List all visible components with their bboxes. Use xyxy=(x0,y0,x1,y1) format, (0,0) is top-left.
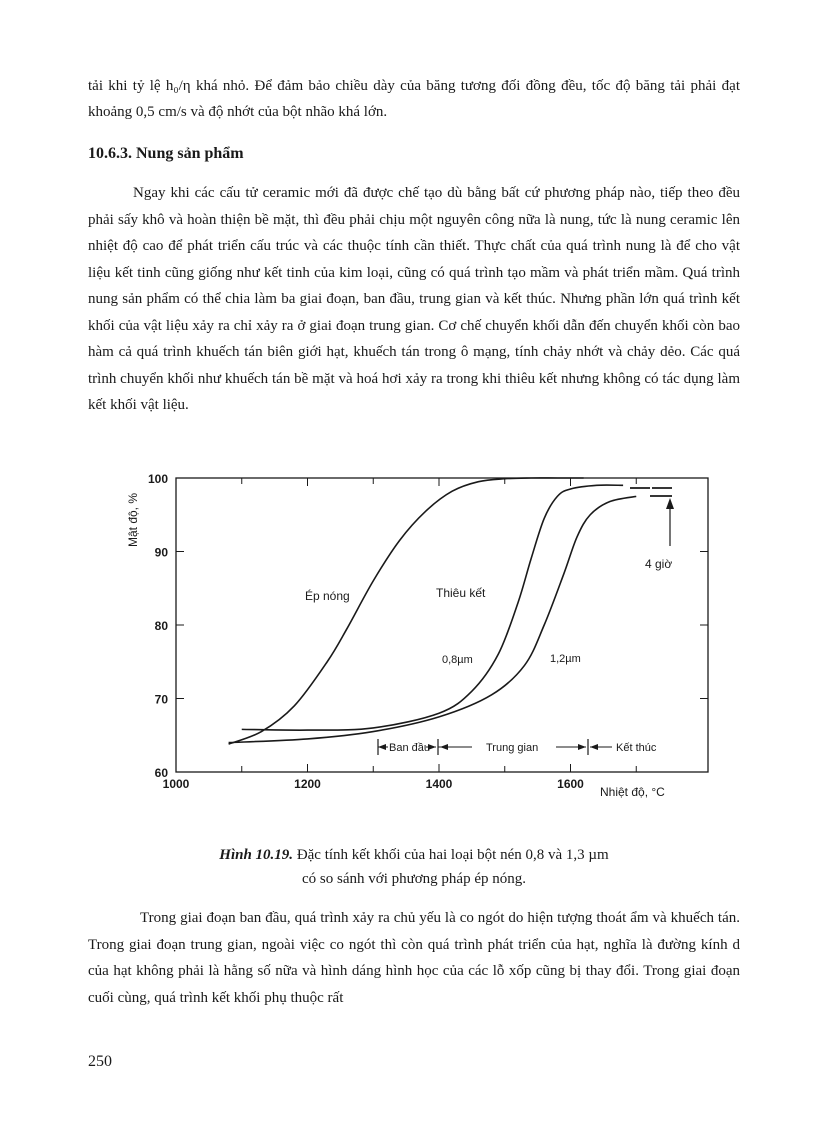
y-tick-label: 80 xyxy=(154,619,168,633)
curve-1-2um xyxy=(229,496,637,742)
caption-line-2: có so sánh với phương pháp ép nóng. xyxy=(302,871,526,887)
y-axis-label: Mật độ, % xyxy=(126,492,140,548)
y-tick-label: 90 xyxy=(154,545,168,560)
y-tick-label: 100 xyxy=(147,472,168,486)
x-tick-label: 1200 xyxy=(294,777,321,791)
plot-border xyxy=(176,478,708,772)
x-tick-label: 1000 xyxy=(162,777,190,791)
x-axis-label: Nhiệt độ, °C xyxy=(600,785,665,799)
label-0-8um: 0,8µm xyxy=(442,654,473,666)
body-paragraph-2: Trong giai đoạn ban đầu, quá trình xảy ra chủ yếu là co ngót do hiện tượng thoát ẩm và khuếch tán. Trong giai đoạn trung gian, ngoài việc co ngót thì còn quá trình phát triển của hạt, nghĩa là đường kính d của hạt không phải là hằng số nữa và hình dáng hình học của các lỗ xốp cũng bị thay đổi. Trong giai đoạn cuối cùng, quá trình kết khối phụ thuộc rất xyxy=(88,910,740,1006)
chart-frame xyxy=(176,478,708,772)
stage-intermediate-label: Trung gian xyxy=(486,742,539,754)
y-tick-label: 70 xyxy=(154,692,168,707)
body-paragraph-1: Ngay khi các cấu tử ceramic mới đã được chế tạo dù bằng bất cứ phương pháp nào, tiếp theo đều phải sấy khô và hoàn thiện bề mặt, thì đều phải chịu một nguyên công nữa là nung, tức là nung ceramic lên nhiệt độ cao để phát triển cấu trúc và các thuộc tính cần thiết. Thực chất của quá trình nung là để cho vật liệu kết tinh cũng giống như kết tinh của kim loại, cũng có quá trình tạo mầm và phát triển mầm. Quá trình nung sản phẩm có thể chia làm ba giai đoạn, ban đầu, trung gian và kết thúc. Nhưng phần lớn quá trình kết khối của vật liệu xảy ra chỉ xảy ra ở giai đoạn trung gian. Cơ chế chuyển khối dẫn đến chuyển khối còn bao hàm cả quá trình khuếch tán biên giới hạt, khuếch tán trong ô mạng, tính chảy nhớt và chảy dẻo. Các quá trình chuyển khối như khuếch tán bề mặt và hoá hơi xảy ra trong khi thiêu kết nhưng không có tác dụng làm kết khối vật liệu. xyxy=(88,185,740,413)
figure-caption xyxy=(88,843,740,891)
label-sintering: Thiêu kết xyxy=(436,586,486,600)
section-heading: 10.6.3. Nung sản phẩm xyxy=(88,145,244,162)
y-tick-label: 60 xyxy=(154,766,168,780)
x-tick-label: 1600 xyxy=(557,777,584,791)
label-4-hours: 4 giờ xyxy=(645,557,673,571)
stage-initial-label: Ban đầu xyxy=(389,742,430,754)
label-hot-press: Ép nóng xyxy=(305,589,350,603)
caption-line-1: Đặc tính kết khối của hai loại bột nén 0,8 và 1,3 µm xyxy=(296,847,609,863)
caption-label: Hình 10.19. xyxy=(219,847,294,863)
intro-paragraph: tải khi tỷ lệ h₀/η khá nhỏ. Để đảm bảo chiều dày của băng tương đối đồng đều, tốc độ băng tải phải đạt khoảng 0,5 cm/s và độ nhớt của bột nhão khá lớn. xyxy=(88,78,740,120)
stage-final-label: Kết thúc xyxy=(616,742,657,754)
arrow-4-hours xyxy=(630,488,674,546)
hot-press-curve xyxy=(229,478,584,744)
label-1-2um: 1,2µm xyxy=(550,653,581,665)
x-tick-label: 1400 xyxy=(425,777,453,791)
page-number: 250 xyxy=(88,1053,112,1070)
curve-0-8um xyxy=(242,485,623,730)
